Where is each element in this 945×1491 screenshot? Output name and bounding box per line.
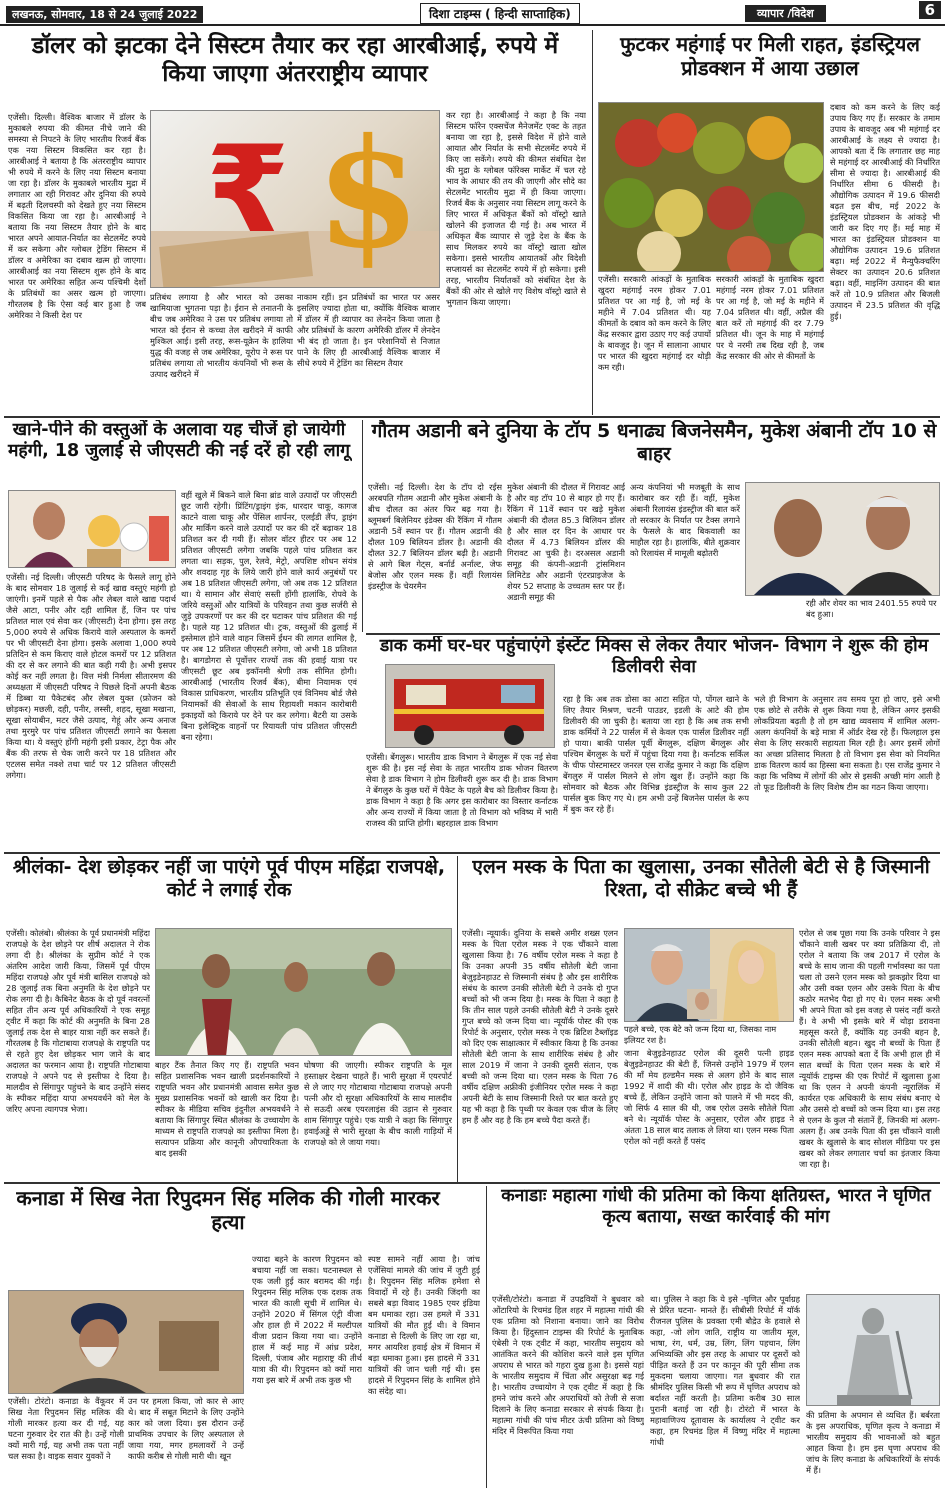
sikh-col3: ज्यादा बहने के कारण रिपुदमन को बचाया नहीं जा सका। घटनास्थल से एक जली हुई कार बरामद की गई। रिपुदमन सिंह मलिक एक दशक तक भारत की काली सूची में शामिल थे। उन्होंने 2020 में सिंगल एंट्री वीजा और हाल ही में 2022 में मल्टीपल वीजा प्रदान किया गया था। उन्होंने हाल में कई माह में आंध्र प्रदेश, दिल्ली, पंजाब और महाराष्ट्र की तीर्थ यात्रा की थी। रिपुदमन को क्यों मारा गया इस बारे में अभी तक कुछ भी bbox=[252, 1254, 362, 1385]
divider bbox=[4, 1182, 940, 1184]
srilanka-col1: एजेंसी। कोलंबो। श्रीलंका के पूर्व प्रधानमंत्री महिंदा राजपक्षे के देश छोड़ने पर शीर्ष अदालत ने रोक लगा दी है। श्रीलंका के सुप्रीम कोर्ट ने एक अंतरिम आदेश जारी किया, जिसमें पूर्व पीएम महिंदा राजपक्षे और पूर्व मंत्री बासिल राजपक्षे को 28 जुलाई तक बिना अनुमति के देश छोड़ने पर रोक लगा दी है। कैबिनेट बैठक के दो पूर्व नवरत्नों सहित तीन अन्य पूर्व अधिकारियों ने एक समूह ट्वीट में कहा कि कोर्ट की अनुमति के बिना 28 जुलाई तक देश से बाहर यात्रा नहीं कर सकते हैं। गौरतलब है कि गोटाबाया राजपक्षे के राष्ट्रपति पद से रहते हुए देश छोड़कर भाग जाने के बाद अदालत का फरमान आया है। राष्ट्रपति गोटाबाया राजपक्षे ने अपने पद से इस्तीफा दे दिया है। मालदीव से सिंगापुर पहुंचने के बाद उन्होंने संसद के स्पीकर महिंदा यापा अभयवर्धने को मेल के जरिए अपना त्यागपत्र भेजा। bbox=[6, 928, 150, 1114]
musk-col3: एरोल से जब पूछा गया कि उनके परिवार ने इस चौंकाने वाली खबर पर क्या प्रतिक्रिया दी, तो एरोल ने बताया कि जब 2017 में एरोल के बच्चे के साथ जाना की पहली गर्भावस्था का पता चला तो उसने एलन मस्क को झकझोर दिया था और उसी वक्त एलन और उसके पिता के बीच कठोर मतभेद पैदा हो गए थे। एलन मस्क अभी भी अपने पिता को इस वजह से पसंद नहीं करते हैं। वे अभी भी इसके बारे में थोड़ा डरावना महसूस करते हैं, क्योंकि यह उनकी बहन है, उनकी सौतेली बहन। खुद नौ बच्चों के पिता हैं एलन मस्क आपको बता दें कि अभी हाल ही में सात बच्चों के पिता एलन मस्क के बारे में न्यूयॉर्क टाइम्स की एक रिपोर्ट में खुलासा हुआ था कि एलन ने अपनी कंपनी न्यूरालिंक में कार्यरत एक अधिकारी के साथ संबंध बनाए थे और उससे दो बच्चों को जन्म दिया था। इस तरह से एलन के कुल नौ संतानें हैं, जिनकी मां अलग-अलग हैं। अब उनके पिता की इस चौंकाने वाली खबर के खुलासे के बाद सोशल मीडिया पर इस खबर को लेकर लगातार चर्चा का इंतजार किया जा रहा है। bbox=[799, 928, 940, 1169]
headline-rbi: डॉलर को झटका देने सिस्टम तैयार कर रहा आरबीआई, रुपये में किया जाएगा अंतरराष्ट्रीय व्यापार bbox=[31, 33, 559, 88]
headline-gst: खाने-पीने की वस्तुओं के अलावा यह चीजें हो जायेगी महंगी, 18 जुलाई से जीएसटी की नई दरें हो रही लागू bbox=[7, 420, 351, 462]
divider bbox=[362, 420, 363, 632]
divider bbox=[4, 416, 940, 418]
ambani-adani-photo bbox=[745, 482, 940, 596]
inflation-col3: दबाव को कम करने के लिए कई उपाय किए गए हैं। सरकार के तमाम उपाय के बावजूद अब भी महंगाई दर आरबीआई के लक्ष्य से ज्यादा है। आपको बता दें कि लगातार छह माह से महंगाई दर आरबीआई की निर्धारित सीमा से ज्यादा है। आरबीआई की निर्धारित सीमा 6 फीसदी है। औद्योगिक उत्पादन में 19.6 फीसदी बढ़त इस बीच, मई 2022 के इंडस्ट्रियल प्रोडक्शन के आंकड़े भी जारी कर दिए गए हैं। मई माह में भारत का इंडस्ट्रियल प्रोडक्शन या औद्योगिक उत्पादन 19.6 प्रतिशत बढ़ा। मई 2022 में मैन्युफैक्चरिंग सेक्टर का उत्पादन 20.6 प्रतिशत बढ़ा। वहीं, माइनिंग उत्पादन की बात करें तो 10.9 प्रतिशत और बिजली उत्पादन में 23.5 प्रतिशत की वृद्धि हुई। bbox=[830, 102, 940, 321]
adani-col2: मुकेश अंबानी की दौलत में गिरावट आई है और वह टॉप 10 से बाहर हो गए हैं। रैंकिंग में 11वें स्थान पर खड़े मुकेश अंबानी की दौलत 85.3 बिलियन डॉलर है और साल दर दिन के आधार पर दौलत में 4.73 बिलियन डॉलर की गिरावट आ चुकी है। दरअसल अडानी समूह की कंपनी-अडानी ट्रांसमिशन लिमिटेड और अडानी एंटरप्राइजेज के शेयर 52 सप्ताह के उच्चतम स्तर पर हैं। अडानी समूह की bbox=[507, 482, 625, 602]
masthead: दिशा टाइम्स ( हिन्दी साप्ताहिक) bbox=[420, 3, 580, 24]
post-van-photo bbox=[385, 664, 555, 748]
srilanka-col3: घोषणा की जाएगी। स्पीकर राष्ट्रपति के मूल हस्ताक्षर देखना चाहते हैं। भारी सुरक्षा में एयरपोर्ट से ले जाए गए गोटाबाया गोटाबाया राजपक्षे अपनी पत्नी और दो सुरक्षा अधिकारियों के साथ मालदीव से सऊदी अरब एयरलाइंस की उड़ान से गुरुवार शाम सिंगापुर पहुंचे। एक यात्री ने कहा कि सिंगापुर हवाईअड्डे से भारी सुरक्षा के बीच काली गाड़ियों में राजपक्षे को ले जाया गया। bbox=[304, 1060, 452, 1147]
rajapaksa-photo bbox=[155, 928, 452, 1056]
sikh-col1: एजेंसी। टोरंटो। कनाडा के वैंकूवर में सिख नेता रिपुदमन सिंह मलिक की गोली मारकर हत्या कर दी गई, यह घटना गुरुवार देर रात की है। उन्हें गोली क्यों मारी गई, यह अभी तक पता नहीं चल सका है। वाइक सवार युवकों ने bbox=[8, 1396, 124, 1461]
adani-col1: एजेंसी। नई दिल्ली। देश के टॉप दो रईस अरबपति गौतम अडानी और मुकेश अंबानी के बीच दौलत का अंतर फिर बढ़ गया है। ब्लूमबर्ग बिलेनियर इंडेक्स की रैंकिंग में गौतम अडानी 5वें स्थान पर हैं। गौतम अडानी की दौलत 109 बिलियन डॉलर है। अडानी की दौलत 32.7 बिलियन डॉलर बढ़ी है। अडानी से आगे बिल गेट्स, बर्नार्ड अर्नाल्ट, जेफ बेजोस और एलन मस्क हैं। वहीं रिलायंस इंडस्ट्रीज के चेयरमैन bbox=[368, 482, 502, 591]
headline-inflation: फुटकर महंगाई पर मिली राहत, इंडस्ट्रियल प्रोडक्शन में आया उछाल bbox=[620, 32, 920, 81]
svg-text:₹: ₹ bbox=[206, 121, 290, 260]
headline-srilanka: श्रीलंका- देश छोड़कर नहीं जा पाएंगे पूर्व पीएम महिंद्रा राजपक्षे, कोर्ट ने लगाई रोक bbox=[12, 856, 446, 902]
postal-col3: भले ही विभाग के अनुसार तय समय पूरा हो जाए, इसे अभी एक छोटे से तरीके से शुरू किया गया है, लेकिन अगर इसकी लोकप्रियता बढ़ती है तो हम खाद्य व्यवसाय में शामिल अलग-अलग कंपनियों के बड़े मात्रा में ऑर्डर देख रहे हैं। फिलहाल इस सेवा के लिए सरकारी सहायता मिल रही है। अगर इसमें लोगों का अच्छा प्रतिसाद मिलता है तो विभाग इस सेवा को नियमित डाक वितरण कार्य का हिस्सा बना सकता है। एस राजेंद्र कुमार ने कहा कि भविष्य में लोगों की ओर से इसकी अच्छी मांग आती है तो फूड डिलीवरी के लिए विशेष टीम का गठन किया जाएगा। bbox=[754, 694, 940, 792]
ripudaman-photo bbox=[8, 1290, 244, 1394]
gandhi-col2: था। पुलिस ने कहा कि ये इसे -घृणित और पूर्वाग्रह से प्रेरित घटना- मानते हैं। सीबीसी रिपोर्ट में यॉर्क रीजनल पुलिस के प्रवक्ता एमी बौद्रेउ के हवाले से कहा, -जो लोग जाति, राष्ट्रीय या जातीय मूल, भाषा, रंग, धर्म, उम्र, लिंग, लिंग पहचान, लिंग अभिव्यक्ति और इस तरह के आधार पर दूसरों को पीड़ित करते हैं उन पर कानून की पूरी सीमा तक मुकदमा चलाया जाएगा। गत बुधवार की रात श्रीमंदिर पुलिस किसी भी रूप में घृणित अपराध को बर्दाश्त नहीं करती है। प्रतिमा करीब 30 साल पुरानी बताई जा रही है। टोरंटो में भारत के महावाणिज्य दूतावास के कार्यालय ने ट्वीट कर कहा, हम रिचमंड हिल में विष्णु मंदिर में महात्मा गांधी bbox=[650, 1294, 800, 1447]
gst-col2: वहीं खुले में बिकने वाले बिना ब्रांड वाले उत्पादों पर जीएसटी छूट जारी रहेगी। प्रिंटिंग/ड्राइंग इंक, धारदार चाकू, कागज काटने वाला चाकू और पेंसिल शार्पनर, एलईडी लैंप, ड्राइंग और मार्किंग करने वाले उत्पादों पर कर की दरें बढ़ाकर 18 प्रतिशत कर दी गयी हैं। सोलर वॉटर हीटर पर अब 12 प्रतिशत जीएसटी लगेगा जबकि पहले पांच प्रतिशत कर लगता था। सड़क, पुल, रेलवे, मेट्रो, अपशिष्ट शोधन संयंत्र और शवदाह गृह के लिये जारी होने वाले कार्य अनुबंधों पर अब 18 प्रतिशत जीएसटी लगेगा, जो अब तक 12 प्रतिशत था। ये सामान और सेवाएं सस्ती होंगी हालांकि, रोपवे के जरिये वस्तुओं और यात्रियों के परिवहन तथा कुछ सर्जरी से जुड़े उपकरणों पर कर की दर घटाकर पांच प्रतिशत की गई है। पहले यह 12 प्रतिशत थी। ट्रक, वस्तुओं की ढुलाई में इस्तेमाल होने वाले वाहन जिसमें ईंधन की लागत शामिल है, पर अब 12 प्रतिशत जीएसटी लगेगा, जो अभी 18 प्रतिशत है। बागडोगरा से पूर्वोत्तर राज्यों तक की हवाई यात्रा पर जीएसटी छूट अब इकॉनमी श्रेणी तक सीमित होगी। आरबीआई (भारतीय रिजर्व बैंक), बीमा नियामक एवं विकास प्राधिकरण, भारतीय प्रतिभूति एवं विनिमय बोर्ड जैसे नियामकों की सेवाओं के साथ रिहायशी मकान कारोबारी इकाइयों को किराये पर देने पर कर लगेगा। बैटरी या उसके बिना इलेक्ट्रिक वाहनों पर रियायती पांच प्रतिशत जीएसटी बना रहेगा। bbox=[181, 490, 357, 742]
gandhi-col3: की प्रतिमा के अपमान से व्यथित हैं। बर्बरता के इस अपराधिक, घृणित कृत्य ने कनाडा में भारतीय समुदाय की भावनाओं को बहुत आहत किया है। हम इस घृणा अपराध की जांच के लिए कनाडा के अधिकारियों के संपर्क में हैं। bbox=[806, 1410, 940, 1475]
inflation-caption-col: एजेंसी। सरकारी आंकड़ों के मुताबिक खुदरा महंगाई नरम होकर 7.01 प्रतिशत पर आ गई है, जो मई के महीने में 7.04 प्रतिशत थी। यह कीमतों के दबाव को कम करने के लिए केंद्र सरकार द्वारा उठाए गए कई उपायों के बावजूद है। जून में सालाना आधार पर भारत की खुदरा महंगाई दर थोड़ी कम रही। bbox=[598, 274, 711, 372]
srilanka-col2: बाहर टैंक तैनात किए गए हैं। राष्ट्रपति भवन सहित प्रशासनिक भवन खाली प्रदर्शनकारियों ने राष्ट्रपति भवन और प्रधानमंत्री आवास समेत कुछ मुख्य प्रशासनिक भवनों को खाली कर दिया है। स्पीकर के मीडिया सचिव इंदुनील अभयवर्धने ने बताया कि सिंगापुर स्थित श्रीलंका के उच्चायोग के माध्यम से राष्ट्रपति राजपक्षे का इस्तीफा मिला है। सत्यापन प्रक्रिया और कानूनी औपचारिकता के बाद इसकी bbox=[155, 1060, 299, 1158]
divider bbox=[4, 852, 940, 854]
postal-col2: रहा है कि अब तक डोसा का आटा सहित पो, पोंगल खाने के लिए तैयार मिश्रण, चटनी पाउडर, इडली के आटे की होम डिलीवरी की जा चुकी है। बताया जा रहा है कि अब तक सभी डाक कर्मियों ने 22 पार्सल में से केवल एक पार्सल डिलीवर नहीं हो पाया। बाकी पार्सल पूर्वी बेंगलुरू, दक्षिण बेंगलुरू और पश्चिम बेंगलुरू के घरों में पहुंचा दिया गया है। कर्नाटक सर्किल के चीफ पोस्टमास्टर जनरल एस राजेंद्र कुमार ने कहा कि दक्षिण बेंगलुरु में पार्सल मिलने से लोग खुश हैं। उन्होंने कहा कि सोमवार को बैठक और विभिन्न इंडस्ट्रीज के साथ कुल 22 पार्सल बुक किए गए थे। हम अभी उन्हें बिजनेस पार्सल के रूप में बुक कर रहे हैं। bbox=[563, 694, 749, 814]
headline-adani: गौतम अडानी बने दुनिया के टॉप 5 धनाढ्य बिजनेसमैन, मुकेश अंबानी टॉप 10 से बाहर bbox=[371, 420, 937, 466]
page-number: 6 bbox=[919, 1, 941, 19]
gst-col1: एजेंसी। नई दिल्ली। जीएसटी परिषद के फैसले लागू होने के बाद सोमवार 18 जुलाई से कई खाद्य वस्तुएं महंगी हो जाएंगी। इनमें पहले से पैक और लेबल वाले खाद्य पदार्थ जैसे आटा, पनीर और दही शामिल हैं, जिन पर पांच प्रतिशत माल एवं सेवा कर (जीएसटी) देना होगा। इस तरह 5,000 रुपये से अधिक किराये वाले अस्पताल के कमरों पर भी जीएसटी देना होगा। इसके अलावा 1,000 रुपये प्रतिदिन से कम किराए वाले होटल कमरों पर 12 प्रतिशत की दर से कर लगाने की बात कही गयी है। अभी इसपर कोई कर नहीं लगता है। वित्त मंत्री निर्मला सीतारमण की अध्यक्षता में जीएसटी परिषद ने पिछले दिनों अपनी बैठक में डिब्बा या पैकेटबंद और लेबल युक्त (फ्रोजन को छोड़कर) मछली, दही, पनीर, लस्सी, शहद, सूखा मखाना, सूखा सोयाबीन, मटर जैसे उत्पाद, गेहूं और अन्य अनाज तथा मुरमुरे पर पांच प्रतिशत जीएसटी लगाने का फैसला किया था। ये वस्तुएं होंगी महंगी इसी प्रकार, टेट्रा पैक और बैंक की तरफ से चेक जारी करने पर 18 प्रतिशत और एटलस समेत नक्शे तथा चार्ट पर 12 प्रतिशत जीएसटी लगेगा। bbox=[6, 572, 176, 780]
sikh-col2: उन पर हमला किया, जो कार से आए थे। बाद में सबूत मिटाने के लिए उन्होंने कार को जला दिया। इस दौरान उन्हें प्राथमिक उपचार के लिए अस्पताल ले जाया गया, मगर हमलावरों ने उन्हें काफी करीब से गोली मारी थी। खून bbox=[128, 1396, 244, 1461]
page-header bbox=[0, 0, 945, 26]
gandhi-col1: एजेंसी/टोरंटो। कनाडा में उपद्रवियों ने बुधवार को ओंटारियो के रिचमंड हिल शहर में महात्मा गांधी की एक प्रतिमा को निशाना बनाया। जाने का विरोध किया है। हिंदुस्तान टाइम्स की रिपोर्ट के मुताबिक एंबेसी ने एक ट्वीट में कहा, भारतीय समुदाय को आतंकित करने की कोशिश करने वाले इस घृणित अपराध से भारत को गहरा दुख हुआ है। इससे यहां के भारतीय समुदाय में चिंता और असुरक्षा बढ़ गई है। भारतीय उच्चायोग ने एक ट्वीट में कहा है कि हमने जांच करने और अपराधियों को तेजी से सजा दिलाने के लिए कनाडा सरकार से संपर्क किया है। महात्मा गांधी की पांच मीटर ऊंची प्रतिमा को विष्णु मंदिर में विरूपित किया गया bbox=[492, 1294, 644, 1436]
divider bbox=[486, 1186, 487, 1488]
rbi-col3: नाकाम रहीं। इन प्रतिबंधों का भारत पर असर इसलिए ज्यादा होता था, क्योंकि वैश्विक बाजार में डॉलर में ही व्यापार का लेनदेन किया जाता है और प्रतिबंधों के कारण अमेरिकी डॉलर में लेनदेन भी बंद हो जाता है। इन परेशानियों से निजात पाने के लिए ही आरबीआई वैश्विक बाजार में सीधे रुपये में ट्रेडिंग का सिस्टम तैयार bbox=[297, 292, 440, 368]
rupee-dollar-photo bbox=[150, 110, 440, 288]
divider bbox=[592, 30, 593, 415]
finance-minister-photo bbox=[8, 490, 176, 568]
musk-family-photo bbox=[624, 928, 794, 1022]
headline-musk: एलन मस्क के पिता का खुलासा, उनका सौतेली बेटी से है जिस्मानी रिश्ता, दो सीक्रेट बच्चे भी हैं bbox=[472, 856, 930, 902]
adani-col3: अन्य कंपनियां भी मजबूती के साथ कारोबार कर रही हैं। वहीं, मुकेश अंबानी रिलायंस इंडस्ट्रीज की बात करें तो सरकार के निर्यात पर टैक्स लगाने के फैसले के बाद बिकवाली का माहौल रहा है। हालांकि, बीते शुक्रवार को रिलायंस में मामूली बढ़ोतरी bbox=[630, 482, 740, 558]
musk-col2: जाना बेजुइडेनहाउट एरोल की दूसरी पत्नी हाइड बेजुइडेनहाउट की बेटी हैं, जिनसे उन्होंने 1979 में एलन की माँ मेय हल्डमैन मस्क से अलग होने के बाद साल 1992 में शादी की थी। एरोल और हाइड के दो जैविक बच्चे हैं, लेकिन उन्होंने जाना को पालने में भी मदद की, जो सिर्फ 4 साल की थी, जब एरोल उसके सौतेले पिता बने थे। न्यूयॉर्क पोस्ट के अनुसार, एरोल और हाइड ने अंततः 18 साल बाद तलाक ले लिया था। एलन मस्क पिता एरोल को नहीं करते हैं पसंद bbox=[624, 1048, 794, 1146]
rbi-col4: कर रहा है। आरबीआई ने कहा है कि नया सिस्टम फॉरेन एक्सचेंज मैनेजमेंट एक्ट के तहत बनाया जा रहा है, इससे विदेश में होने वाले आयात और निर्यात के सभी सेटलमेंट रुपये में किए जा सकेंगे। रुपये की कीमत संबंधित देश की मुद्रा के ग्लोबल फॉरेक्स मार्केट में चल रहे भाव के आधार की तय की जाएगी और सौदे का सेटलमेंट भारतीय मुद्रा में ही किया जाएगा। रिजर्व बैंक के अनुसार नया सिस्टम लागू करने के लिए भारत में अधिकृत बैंकों को वॉस्ट्रो खाते खोलने की इजाजत दी गई है। अब भारत में अधिकृत बैंक व्यापार से जुड़े देश के बैंक के साथ मिलकर रुपये का वॉस्ट्रो खाता खोल सकेगा। इससे भारतीय आयातकों और विदेशी सप्लायर्स का सेटलमेंट रुपये में हो सकेगा। इसी तरह, भारतीय निर्यातकों को संबंधित देश के बैंकों की ओर से खोले गए विशेष वॉस्ट्रो खाते से भुगतान किया जाएगा। bbox=[446, 110, 586, 307]
divider bbox=[457, 856, 458, 1182]
headline-gandhi: कनाडाः महात्मा गांधी की प्रतिमा को किया क्षतिग्रस्त, भारत ने घृणित कृत्य बताया, सख्त कार्रवाई की मांग bbox=[501, 1186, 931, 1228]
musk-col1: एजेंसी। न्यूयार्क। दुनिया के सबसे अमीर शख्स एलन मस्क के पिता एरोल मस्क ने एक चौंकाने वाला खुलासा किया है। 76 वर्षीय एरोल मस्क ने कहा है कि उनका अपनी 35 वर्षीय सौतेली बेटी जाना बेजुइडेनहाउट से जिस्मानी संबंध है और इस शारीरिक संबंध के कारण उनकी सौतेली बेटी ने उनके दो गुप्त बच्चों को भी जन्म दिया है। मस्क के पिता ने कहा है कि तीन साल पहले उनकी सौतेली बेटी ने उनके दूसरे गुप्त बच्चे को जन्म दिया था। न्यूयॉर्क पोस्ट की एक रिपोर्ट के अनुसार, एरोल मस्क ने एक ब्रिटिश टैब्लॉइड को दिए एक साक्षात्कार में स्वीकार किया है कि उनका सौतेली बेटी जाना के साथ शारीरिक संबंध है और साल 2019 में जाना ने उनकी दूसरी संतान, एक बच्ची को जन्म दिया था। एलन मस्क के पिता 76 वर्षीय दक्षिण अफ्रीकी इंजीनियर एरोल मस्क ने कहा अपनी बेटी के साथ जिस्मानी रिश्ते पर बात करते हुए यह भी कहा है कि पृथ्वी पर केवल एक चीज के लिए हम हैं और वह है कि हम बच्चे पैदा करते हैं। bbox=[462, 928, 618, 1125]
section-label: व्यापार /विदेश bbox=[745, 5, 826, 22]
postal-col1: एजेंसी। बेंगलुरू। भारतीय डाक विभाग ने बेंगलुरू में एक नई सेवा शुरू की है। इस नई सेवा के तहत भारतीय डाक भोजन वितरण सेवा है डाक विभाग ने होम डिलीवरी शुरू कर दी है। डाक विभाग ने बेंगलुरु के कुछ घरों में पैकेट के पहले बैच को डिलीवर किया है। डाक विभाग ने कहा है कि अगर इस कारोबार का विस्तार कर्नाटक और अन्य राज्यों में किया जाता है तो विभाग को भविष्य में भारी राजस्व की प्राप्ति होगी। बहरहाल डाक विभाग bbox=[366, 752, 558, 828]
musk-caption: पहले बच्चे, एक बेटे को जन्म दिया था, जिसका नाम इलियट रश है। bbox=[624, 1024, 777, 1045]
headline-canada-sikh: कनाडा में सिख नेता रिपुदमन सिंह मलिक की गोली मारकर हत्या bbox=[16, 1186, 440, 1235]
rbi-col1: एजेंसी। दिल्ली। वैश्विक बाजार में डॉलर के मुकाबले रुपया की कीमत नीचे जाने की समस्या से निपटने के लिए भारतीय रिजर्व बैंक एक नया सिस्टम विकसित कर रहा है। आरबीआई ने बताया है कि अंतरराष्ट्रीय व्यापार भी रुपये में करने के लिए नया सिस्टम बनाया जा रहा है। डॉलर के मुकाबले भारतीय मुद्रा में लगातार आ रही गिरावट और दुनिया की रुपये में बढ़ती दिलचस्पी को देखते हुए नया सिस्टम विकसित किया जा रहा है। आरबीआई ने बताया कि नया सिस्टम तैयार होने के बाद भारत अपने आयात-निर्यात का सेटलमेंट रुपये में कर सकेगा और ग्लोबल ट्रेडिंग सिस्टम में डॉलर व अमेरिका का दबाव खत्म हो जाएगा। आरबीआई का नया सिस्टम शुरू होने के बाद भारत पर अमेरिका सहित अन्य पश्चिमी देशों के प्रतिबंधों का असर खत्म हो जाएगा। गौरतलब है कि ऐसा कई बार हुआ है जब अमेरिका ने किसी देश पर bbox=[8, 112, 146, 320]
headline-postal: डाक कर्मी घर-घर पहुंचाएंगे इंस्टेंट मिक्स से लेकर तैयार भोजन- विभाग ने शुरू की होम डिलीवरी सेवा bbox=[379, 636, 929, 678]
divider bbox=[366, 633, 940, 635]
dateline: लखनऊ, सोमवार, 18 से 24 जुलाई 2022 bbox=[6, 6, 203, 23]
sikh-col4: स्पष्ट सामने नहीं आया है। जांच एजेंसियां मामले की जांच में जुटी हुई है। रिपुदमन सिंह मलिक हमेशा से विवादों में रहे हैं। उनकी जिंदगी का सबसे बड़ा विवाद 1985 एयर इंडिया बम धमाका रहा। उस हमले में 331 यात्रियों की मौत हुई थी। वे विमान कनाडा से दिल्ली के लिए जा रहा था, मगर आयरिश हवाई क्षेत्र में विमान में बड़ा धमाका हुआ। इस हादसे में 331 यात्रियों की जान चली गई थी। इस हादसे में रिपुदमन सिंह के शामिल होने का संदेह था। bbox=[368, 1254, 480, 1396]
svg-text:$: $ bbox=[316, 111, 421, 282]
rbi-col2: प्रतिबंध लगाया है और भारत को उसका खामियाजा भुगतना पड़ा है। ईरान से तनातनी के बीच जब अमेरिका ने उस पर प्रतिबंध लगाया तो भारत को ईरान से कच्चा तेल खरीदने में काफी मुश्किल आई। इसी तरह, रूस-यूक्रेन के हालिया युद्ध की वजह से जब अमेरिका, यूरोप ने रूस पर प्रतिबंध लगाया तो भारतीय कंपनियों भी रूस के उत्पाद खरीदने में bbox=[150, 292, 293, 379]
gandhi-statue-photo bbox=[806, 1294, 940, 1406]
adani-caption: रही और शेयर का भाव 2401.55 रुपये पर बंद हुआ। bbox=[806, 598, 937, 619]
vegetables-photo bbox=[598, 102, 824, 272]
inflation-col2: सरकारी आंकड़ों के मुताबिक खुदरा महंगाई नरम होकर 7.01 प्रतिशत पर आ गई है, जो मई के महीने में 7.04 प्रतिशत थी। वहीं, अप्रैल की बात करें तो महंगाई की दर 7.79 प्रतिशत थी। जून के माह में महंगाई पर ये नरमी तब दिख रही है, जब केंद्र सरकार की ओर से कीमतों के bbox=[716, 274, 824, 361]
